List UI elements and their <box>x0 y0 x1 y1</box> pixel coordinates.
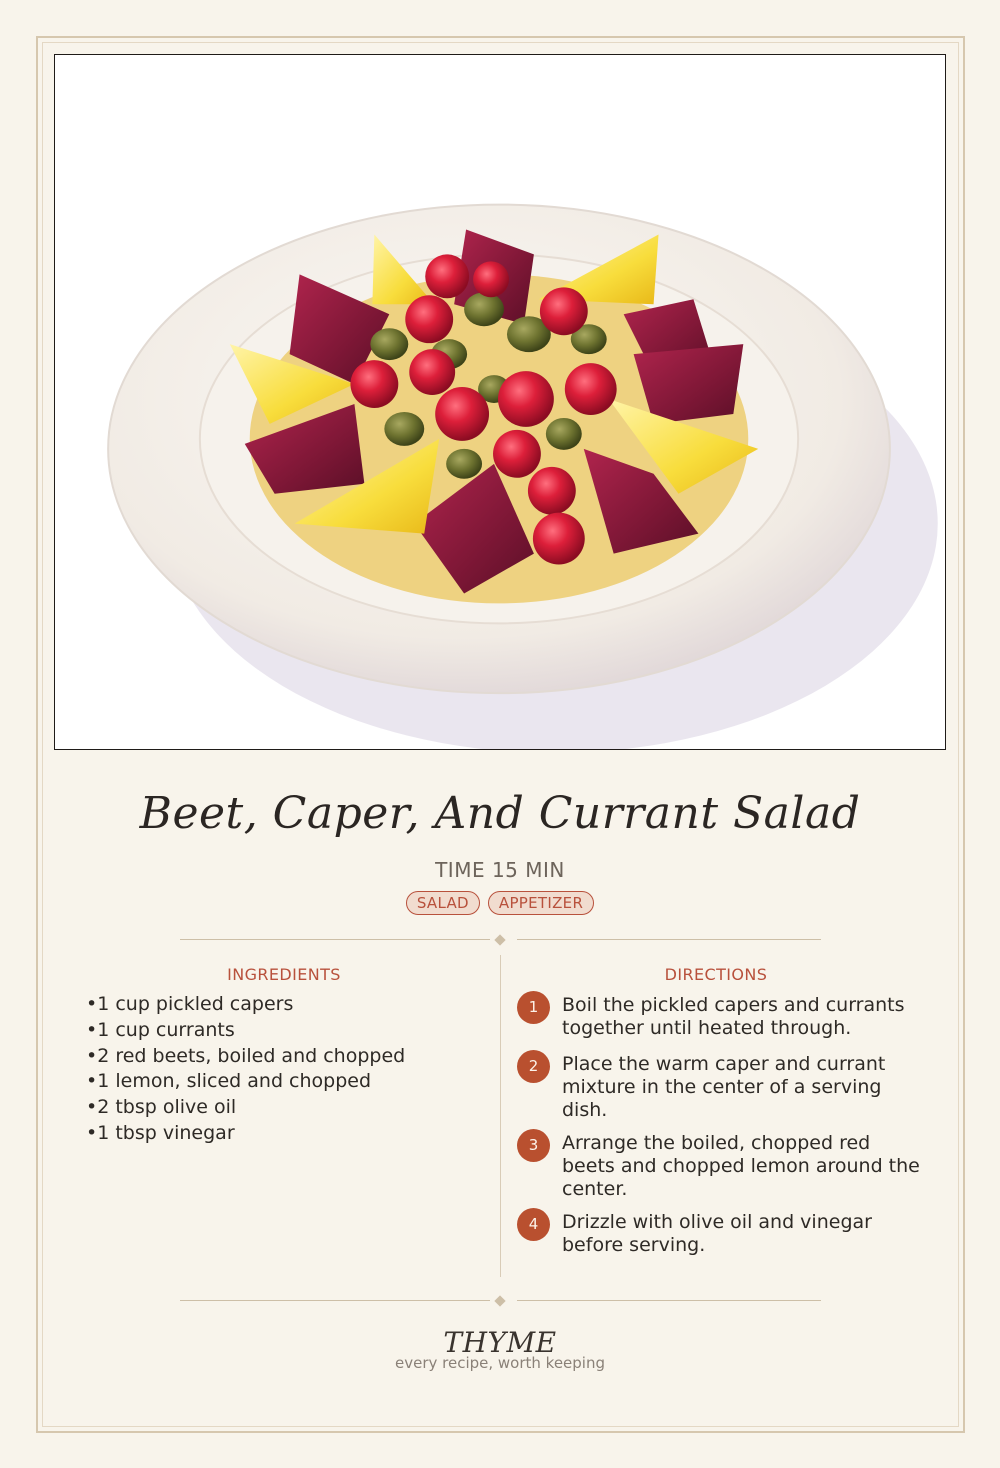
step-number-badge: 3 <box>517 1129 550 1162</box>
step-text: Place the warm caper and currant mixture in the center of a serving dish. <box>562 1053 886 1121</box>
ingredient-item: • 2 tbsp olive oil <box>86 1095 486 1121</box>
directions-heading: DIRECTIONS <box>664 965 768 984</box>
diamond-ornament-icon <box>494 1295 505 1306</box>
tag-salad: SALAD <box>406 891 480 915</box>
ingredient-item: • 1 lemon, sliced and chopped <box>86 1069 486 1095</box>
ingredient-item: • 1 tbsp vinegar <box>86 1121 486 1147</box>
ingredient-item: • 2 red beets, boiled and chopped <box>86 1044 486 1070</box>
step-number-badge: 2 <box>517 1050 550 1083</box>
step-text: Drizzle with olive oil and vinegar before serving. <box>562 1211 872 1256</box>
ingredients-heading: INGREDIENTS <box>227 965 341 984</box>
step-text: Boil the pickled capers and currants together until heated through. <box>562 994 905 1039</box>
section-divider-bottom <box>180 1294 821 1308</box>
brand-tagline: every recipe, worth keeping <box>394 1354 605 1372</box>
brand-logo: THYME <box>443 1326 557 1359</box>
ingredient-item: • 1 cup currants <box>86 1018 486 1044</box>
tag-list <box>0 891 1000 915</box>
recipe-time: TIME 15 MIN <box>435 858 565 882</box>
diamond-ornament-icon <box>494 934 505 945</box>
recipe-title: Beet, Caper, And Currant Salad <box>139 788 861 839</box>
step-number-badge: 4 <box>517 1208 550 1241</box>
ingredient-item: • 1 cup pickled capers <box>86 992 486 1018</box>
column-divider <box>500 955 501 1277</box>
tag-appetizer: APPETIZER <box>488 891 594 915</box>
recipe-photo <box>54 54 946 750</box>
step-number-badge: 1 <box>517 991 550 1024</box>
step-text: Arrange the boiled, chopped red beets and chopped lemon around the center. <box>562 1132 920 1200</box>
ingredients-list <box>86 992 486 1147</box>
salad-plate-illustration <box>55 55 945 749</box>
section-divider-top <box>180 933 821 947</box>
